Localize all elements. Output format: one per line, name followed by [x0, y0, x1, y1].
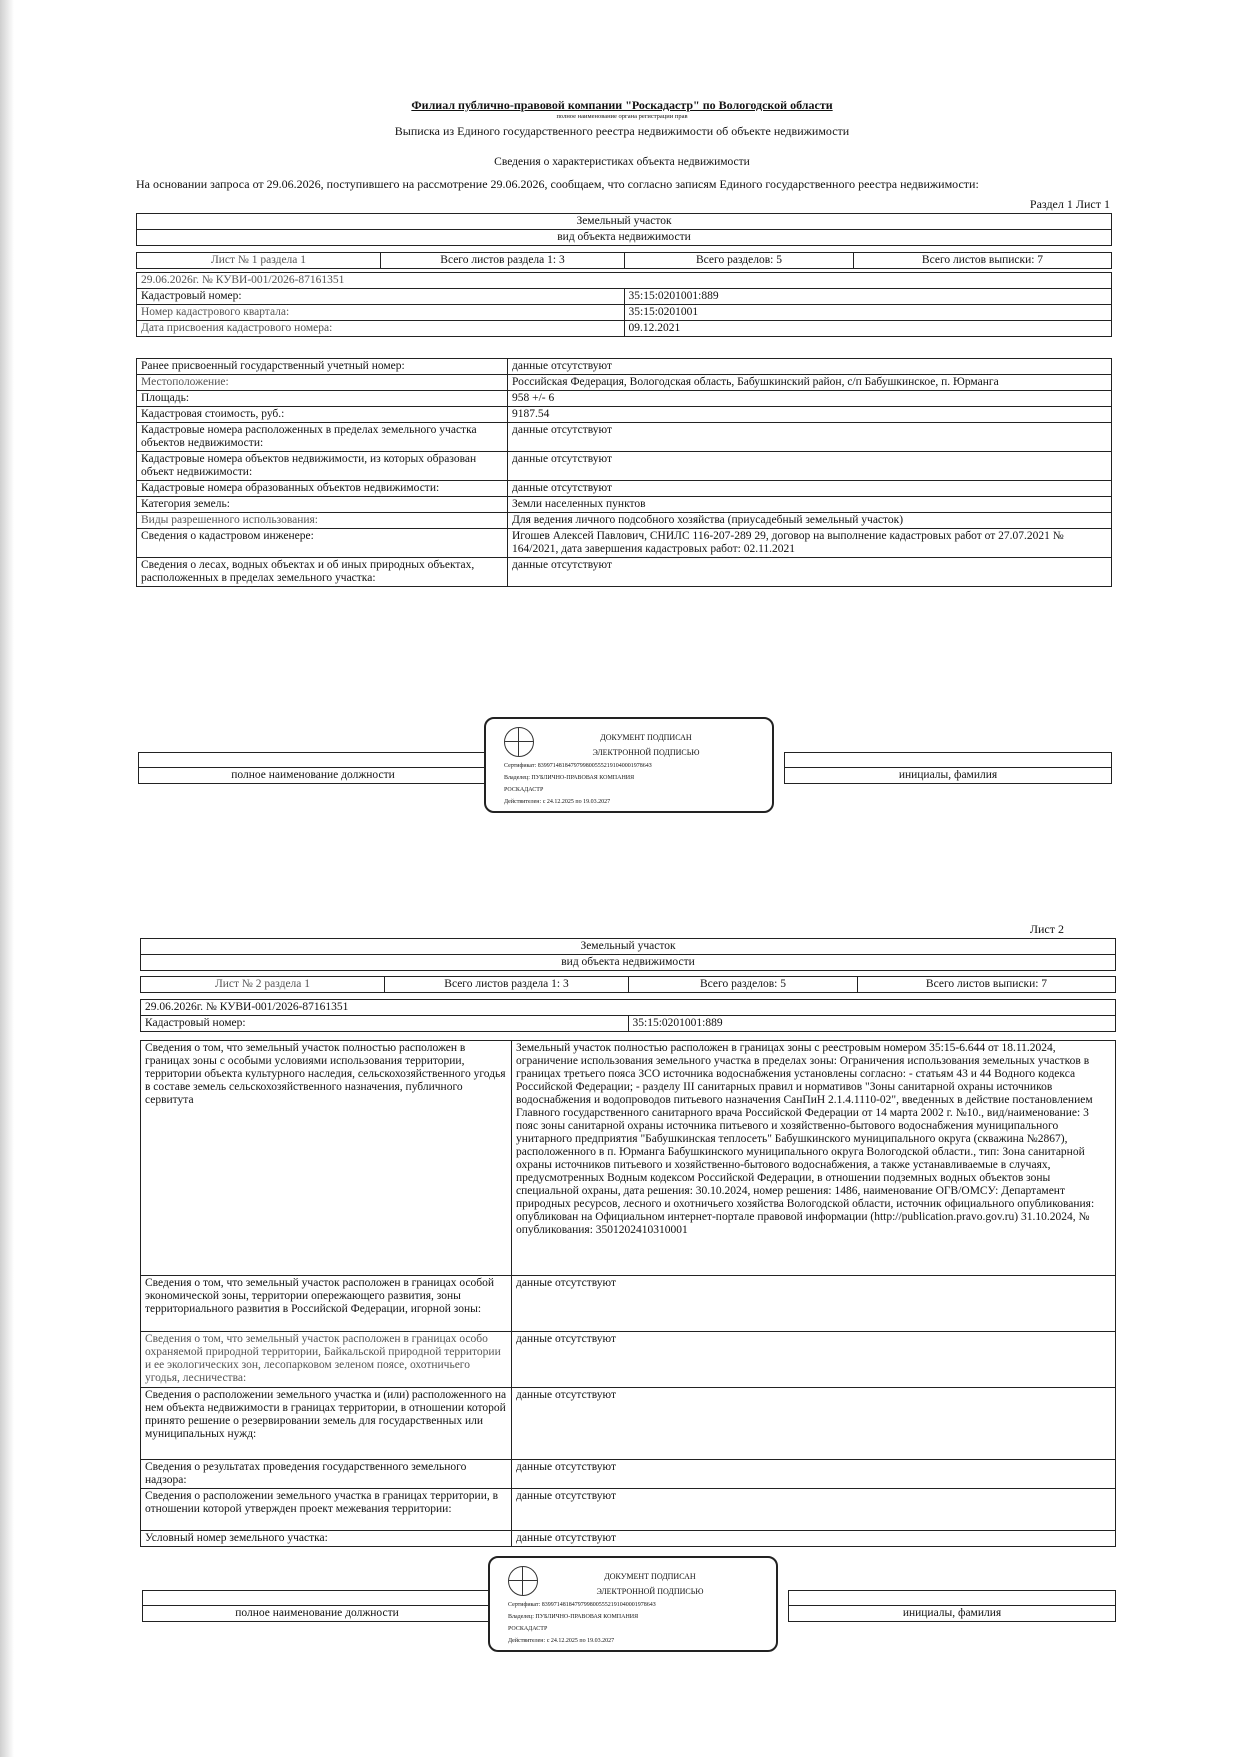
table-row: [137, 321, 1112, 337]
sheet2-restrictions-table: [140, 1040, 1116, 1547]
table-row: [137, 391, 1112, 407]
table-row: [137, 452, 1112, 481]
sheet1-reference: 29.06.2026г. № КУВИ-001/2026-87161351: [137, 273, 1112, 289]
table-row: [141, 1388, 1116, 1460]
cell-value: Игошев Алексей Павлович, СНИЛС 116-207-289 29, договор на выполнение кадастровых работ от 27.07.2021 № 164/2021, дата завершения кадастровых работ: 02.11.2021: [508, 529, 1112, 558]
cell-label: Номер кадастрового квартала:: [137, 305, 625, 321]
signature-title: ДОКУМЕНТ ПОДПИСАН: [604, 1572, 696, 1581]
cell-label: Сведения о расположении земельного участка и (или) расположенного на нем объекта недвижимости в границах территории, в отношении которой принято решение о резервировании земель для государственных или муниципальных нужд:: [141, 1388, 512, 1460]
sheet2-object-type: Земельный участок: [141, 939, 1116, 955]
roskadastr-logo-icon: [504, 727, 534, 757]
table-row: [141, 1016, 1116, 1032]
sheet2-count-extract: Всего листов выписки: 7: [858, 977, 1116, 993]
cell-value: Земли населенных пунктов: [508, 497, 1112, 513]
signature-title-2: ЭЛЕКТРОННОЙ ПОДПИСЬЮ: [592, 748, 700, 757]
table-row: [137, 497, 1112, 513]
table-row: [137, 513, 1112, 529]
table-row: [137, 375, 1112, 391]
table-row: [137, 481, 1112, 497]
sheet2-counts-table: [140, 976, 1116, 993]
cell-value: данные отсутствуют: [512, 1531, 1116, 1547]
cell-label: Кадастровая стоимость, руб.:: [137, 407, 508, 423]
sheet1-characteristics-table: [136, 358, 1112, 587]
cell-label: Виды разрешенного использования:: [137, 513, 508, 529]
cell-value: 35:15:0201001: [624, 305, 1112, 321]
cell-value: Для ведения личного подсобного хозяйства (приусадебный земельный участок): [508, 513, 1112, 529]
sheet2-object-type-table: [140, 938, 1116, 971]
document-subtitle: Сведения о характеристиках объекта недвижимости: [494, 156, 750, 168]
cell-value: 35:15:0201001:889: [624, 289, 1112, 305]
sheet1-object-type-caption: вид объекта недвижимости: [137, 230, 1112, 246]
table-row: [137, 359, 1112, 375]
signature-title: ДОКУМЕНТ ПОДПИСАН: [600, 733, 692, 742]
signature-certificate: Сертификат: 8399714818479799800555219104000197864З: [508, 1602, 656, 1608]
table-row: [137, 558, 1112, 587]
electronic-signature-stamp-2: [488, 1556, 778, 1652]
cell-label: Кадастровые номера образованных объектов недвижимости:: [137, 481, 508, 497]
sheet1-footer-position: полное наименование должности: [139, 768, 488, 784]
table-row: [137, 305, 1112, 321]
cell-value: 958 +/- 6: [508, 391, 1112, 407]
cell-label: Категория земель:: [137, 497, 508, 513]
cell-value: 09.12.2021: [624, 321, 1112, 337]
organization-name: Филиал публично-правовой компании "Роскадастр" по Вологодской области: [411, 98, 833, 112]
cell-value: Российская Федерация, Вологодская область, Бабушкинский район, с/п Бабушкинское, п. Юрманга: [508, 375, 1112, 391]
scan-shadow-left: [0, 0, 14, 1757]
signature-owner-2: РОСКАДАСТР: [508, 1626, 548, 1632]
signature-owner: Владелец: ПУБЛИЧНО-ПРАВОВАЯ КОМПАНИЯ: [504, 775, 635, 781]
signature-validity: Действителен: с 24.12.2025 по 19.03.2027: [504, 799, 611, 805]
sheet1-footer-initials: инициалы, фамилия: [785, 768, 1112, 784]
cell-value: данные отсутствуют: [508, 481, 1112, 497]
electronic-signature-stamp-1: [484, 717, 774, 813]
sheet2-section-label: Лист 2: [1029, 922, 1064, 936]
cell-value: 9187.54: [508, 407, 1112, 423]
cell-value: данные отсутствуют: [512, 1276, 1116, 1332]
sheet2-reference: 29.06.2026г. № КУВИ-001/2026-87161351: [141, 1000, 1116, 1016]
document-title: Выписка из Единого государственного реестра недвижимости об объекте недвижимости: [394, 124, 850, 138]
cell-label: Сведения о расположении земельного участка в границах территории, в отношении которой утвержден проект межевания территории:: [141, 1489, 512, 1531]
sheet1-count-sheets-total: Всего листов раздела 1: 3: [381, 253, 625, 269]
sheet1-object-type-table: [136, 213, 1112, 246]
table-row: [137, 423, 1112, 452]
table-row: [141, 1531, 1116, 1547]
signature-owner: Владелец: ПУБЛИЧНО-ПРАВОВАЯ КОМПАНИЯ: [508, 1614, 639, 1620]
sheet1-object-type: Земельный участок: [137, 214, 1112, 230]
signature-validity: Действителен: с 24.12.2025 по 19.03.2027: [508, 1638, 615, 1644]
cell-label: Условный номер земельного участка:: [141, 1531, 512, 1547]
sheet2-object-type-caption: вид объекта недвижимости: [141, 955, 1116, 971]
cell-value: данные отсутствуют: [512, 1332, 1116, 1388]
sheet1-counts-table: [136, 252, 1112, 269]
roskadastr-logo-icon: [508, 1566, 538, 1596]
cell-label: Сведения о том, что земельный участок расположен в границах особой экономической зоны, территории опережающего развития, зоны территориального развития в Российской Федерации, игорной зоны:: [141, 1276, 512, 1332]
sheet2-count-sheets-total: Всего листов раздела 1: 3: [385, 977, 629, 993]
table-row: [137, 529, 1112, 558]
cell-value: данные отсутствуют: [512, 1489, 1116, 1531]
cell-value: данные отсутствуют: [508, 359, 1112, 375]
signature-certificate: Сертификат: 8399714818479799800555219104000197864З: [504, 763, 652, 769]
cell-value: данные отсутствуют: [508, 423, 1112, 452]
table-row: [137, 407, 1112, 423]
signature-title-2: ЭЛЕКТРОННОЙ ПОДПИСЬЮ: [596, 1587, 704, 1596]
cell-label: Местоположение:: [137, 375, 508, 391]
cell-value: данные отсутствуют: [508, 452, 1112, 481]
sheet1-section-label: Раздел 1 Лист 1: [1029, 197, 1110, 211]
signature-owner-2: РОСКАДАСТР: [504, 787, 544, 793]
cell-label: Дата присвоения кадастрового номера:: [137, 321, 625, 337]
cell-label: Площадь:: [137, 391, 508, 407]
sheet2-count-sheet: Лист № 2 раздела 1: [141, 977, 385, 993]
sheet2-count-sections: Всего разделов: 5: [629, 977, 858, 993]
sheet1-count-extract: Всего листов выписки: 7: [854, 253, 1112, 269]
cell-label: Сведения о том, что земельный участок полностью расположен в границах зоны с особыми условиями использования территории, территории объекта культурного наследия, сельскохозяйственного угодья в составе земель сельскохозяйственного назначения, публичного сервитута: [141, 1041, 512, 1276]
sheet2-footer-initials: инициалы, фамилия: [789, 1606, 1116, 1622]
table-row: [141, 1276, 1116, 1332]
cell-label: Кадастровые номера расположенных в пределах земельного участка объектов недвижимости:: [137, 423, 508, 452]
sheet1-count-sheet: Лист № 1 раздела 1: [137, 253, 381, 269]
cell-value: данные отсутствуют: [508, 558, 1112, 587]
cell-label: Сведения о результатах проведения государственного земельного надзора:: [141, 1460, 512, 1489]
cell-label: Ранее присвоенный государственный учетный номер:: [137, 359, 508, 375]
cell-label: Сведения о лесах, водных объектах и об иных природных объектах, расположенных в пределах земельного участка:: [137, 558, 508, 587]
sheet1-count-sections: Всего разделов: 5: [625, 253, 854, 269]
table-row: [137, 289, 1112, 305]
cell-value: данные отсутствуют: [512, 1388, 1116, 1460]
sheet2-ident-table: [140, 999, 1116, 1032]
organization-caption: полное наименование органа регистрации прав: [556, 113, 688, 120]
table-row: [141, 1041, 1116, 1276]
table-row: [141, 1332, 1116, 1388]
cell-label: Кадастровые номера объектов недвижимости, из которых образован объект недвижимости:: [137, 452, 508, 481]
table-row: [141, 1489, 1116, 1531]
cell-value: данные отсутствуют: [512, 1460, 1116, 1489]
table-row: [141, 1460, 1116, 1489]
request-basis: На основании запроса от 29.06.2026, поступившего на рассмотрение 29.06.2026, сообщаем, что согласно записям Единого государственного реестра недвижимости:: [136, 177, 979, 191]
cell-value: 35:15:0201001:889: [628, 1016, 1116, 1032]
cell-value: Земельный участок полностью расположен в границах зоны с реестровым номером 35:15-6.644 от 18.11.2024, ограничение использования земельного участка в пределах зоны: Ограничения использования земельных участков в границах третьего пояса ЗСО источника водоснабжения установлены согласно: - статьям 43 и 44 Водного кодекса Российской Федерации; - разделу III санитарных правил и нормативов "Зоны санитарной охраны источников водоснабжения и водопроводов питьевого назначения СанПиН 2.1.4.1110-02", введенных в действие постановлением Главного государственного санитарного врача Российской Федерации от 14 марта 2002 г. №10., вид/наименование: 3 пояс зоны санитарной охраны источника питьевого и хозяйственно-бытового водоснабжения муниципального унитарного предприятия "Бабушкинская теплосеть" Бабушкинского муниципального округа (скважина №2867), расположенного в п. Юрманга Бабушкинского муниципального округа Вологодской области., тип: Зона санитарной охраны источников питьевого и хозяйственно-бытового водоснабжения, а также устанавливаемые в случаях, предусмотренных Водным кодексом Российской Федерации, в отношении подземных водных объектов зоны специальной охраны, дата решения: 30.10.2024, номер решения: 1486, наименование ОГВ/ОМСУ: Департамент природных ресурсов, лесного и охотничьего хозяйства Вологодской области, источник официального опубликования: опубликован на Официальном интернет-портале правовой информации (http://publication.pravo.gov.ru) 31.10.2024, № опубликования: 3501202410310001: [512, 1041, 1116, 1276]
cell-label: Сведения о кадастровом инженере:: [137, 529, 508, 558]
cell-label: Сведения о том, что земельный участок расположен в границах особо охраняемой природной территории, Байкальской природной территории и ее экологических зон, лесопарковом зеленом поясе, охотничьего угодья, лесничества:: [141, 1332, 512, 1388]
sheet1-ident-table: [136, 272, 1112, 337]
cell-label: Кадастровый номер:: [141, 1016, 629, 1032]
cell-label: Кадастровый номер:: [137, 289, 625, 305]
sheet2-footer-position: полное наименование должности: [143, 1606, 492, 1622]
